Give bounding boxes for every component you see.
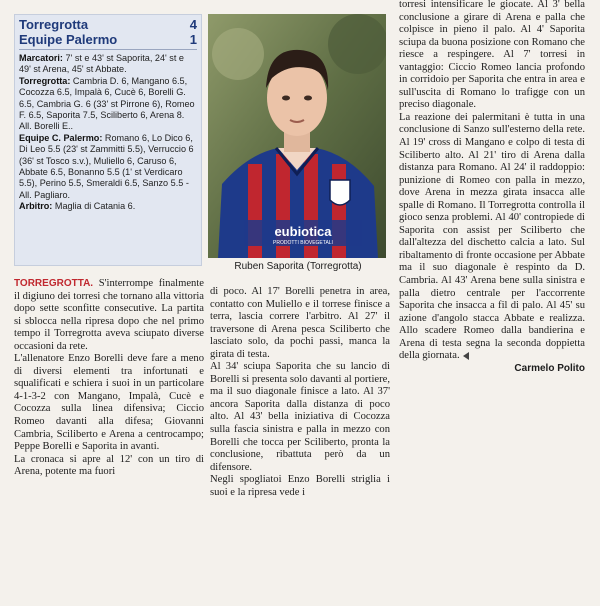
shirt-sponsor-subtext: PRODOTTI BIOVEGETALI xyxy=(273,240,333,246)
player-photo xyxy=(208,14,386,258)
article-paragraph: torresi intensificare le giocate. Al 3' bella conclusione a girare di Arena e palla che colpisce in pieno il palo. Al 4' Saporita sciupa da buona posizione con Romano che riesce a respingere. Al 7' torresi in vantaggio: Ciccio Romeo lancia profondo in corridoio per Saporita che entra in area e sull'uscita di Romano lo trafigge con un preciso diagonale. xyxy=(399,0,585,111)
scoreboard-divider xyxy=(19,49,197,50)
home-score-row xyxy=(19,17,197,32)
referee: Arbitro: Maglia di Catania 6. xyxy=(19,201,136,212)
article-paragraph: La reazione dei palermitani è tutta in una conclusione di Sanzo sull'esterno della rete. Al 19' cross di Mangano e colpo di testa di Sciliberto alto. Al 21' tiro di Arena dalla distanza para Romano. Al 24' il raddoppio: punizione di Romeo con palla in mezzo, dove Arena in mezza girata insacca alle spalle di Romano. Il Torregrotta controlla il gioco senza problemi. Al 40' contropiede di Saporita con assist per Sciliberto che dall'altezza del dischetto calcia a lato. Sul ribaltamento di fronte occasione per Abbate ma il suo diagonale è respinto da D. Cambria. Al 43' Arena bene sulla sinistra e palla dietro centrale per l'accorrente Saporita che insacca a fil di palo. Al 45' su azione d'angolo stacca Abbate e realizza. Allo scadere Romeo dalla bandierina e Arena di testa segna la seconda doppietta della giornata. xyxy=(399,111,585,362)
player-portrait-image xyxy=(208,14,386,258)
shirt-sponsor: eubiotica xyxy=(274,224,332,239)
away-lineup: Equipe C. Palermo: Romano 6, Lo Dico 6, Di Leo 5.5 (23' st Zammitti 5.5), Verruccio 6 (36' st Tosco s.v.), Muliello 6, Caruso 6, Abbate 6.5, Bonanno 5.5 (1' st Verdicaro 5.5), Perino 5.5, Smeraldi 6.5, Sanzo 5.5 - All. Pagliaro. xyxy=(19,132,194,200)
article-column-3 xyxy=(399,0,585,375)
article-dateline: TORREGROTTA. xyxy=(14,278,94,289)
article-paragraph: La cronaca si apre al 12' con un tiro di Arena, potente ma fuori xyxy=(14,453,204,478)
away-team-name: Equipe Palermo xyxy=(19,32,118,47)
article-paragraph: Negli spogliatoi Enzo Borelli striglia i suoi e la ripresa vede i xyxy=(210,474,390,498)
article-author: Carmelo Polito xyxy=(514,362,585,374)
home-team-name: Torregrotta xyxy=(19,17,89,32)
home-team-score: 4 xyxy=(189,17,197,32)
article-paragraph: L'allenatore Enzo Borelli deve fare a meno di diversi elementi tra infortunati e squalificati e schiera i suoi in un particolare 4-1-3-2 con Mangano, Impalà, Cucè e Cocozza sulla linea difensiva; Ciccio Romeo davanti alla difesa; Giovanni Cambria, Sciliberto e Arena a centrocampo; Peppe Borelli e Saporita in avanti. xyxy=(14,353,204,453)
scorers: Marcatori: 7' st e 43' st Saporita, 24' st e 49' st Arena, 45' st Abbate. xyxy=(19,53,184,75)
article-paragraph: di poco. Al 17' Borelli penetra in area, contatto con Muliello e il torrese finisce a terra, lascia correre l'arbitro. Al 27' il traversone di Arena pesca Sciliberto che lasciato solo, da pochi passi, manca la girata di testa. xyxy=(210,286,390,360)
away-team-score: 1 xyxy=(189,32,197,47)
photo-caption: Ruben Saporita (Torregrotta) xyxy=(234,261,362,272)
match-scoreboard xyxy=(14,14,202,266)
article-paragraph: Al 34' sciupa Saporita che su lancio di Borelli si presenta solo davanti al portiere, ma il suo diagonale finisce a lato. Al 37' ancora Saporita dalla distanza di poco alto. Al 43' bella iniziativa di Cocozza sulla fascia sinistra e palla in mezzo con Borelli che tocca per Sciliberto, pronta la conclusione, ribattuta però da un difensore. xyxy=(210,361,390,473)
article-column-1 xyxy=(14,278,204,479)
article-column-2 xyxy=(210,286,390,499)
end-of-article-icon xyxy=(463,352,469,360)
away-score-row xyxy=(19,32,197,47)
article-paragraph: TORREGROTTA. S'interrompe finalmente il digiuno dei torresi che tornano alla vittoria dopo sette sconfitte consecutive. La partita si sblocca nella ripresa dopo che nel primo tempo il Torregrotta aveva sciupato diverse occasioni da rete. xyxy=(14,278,204,352)
home-lineup: Torregrotta: Cambria D. 6, Mangano 6.5, Cocozza 6.5, Impalà 6, Cucè 6, Borelli G. 6.5, Cambria G. 6 (33' st Pirrone 6), Romeo F. 6.5, Saporita 7.5, Sciliberto 6, Arena 8. All. Borelli E.. xyxy=(19,75,195,132)
